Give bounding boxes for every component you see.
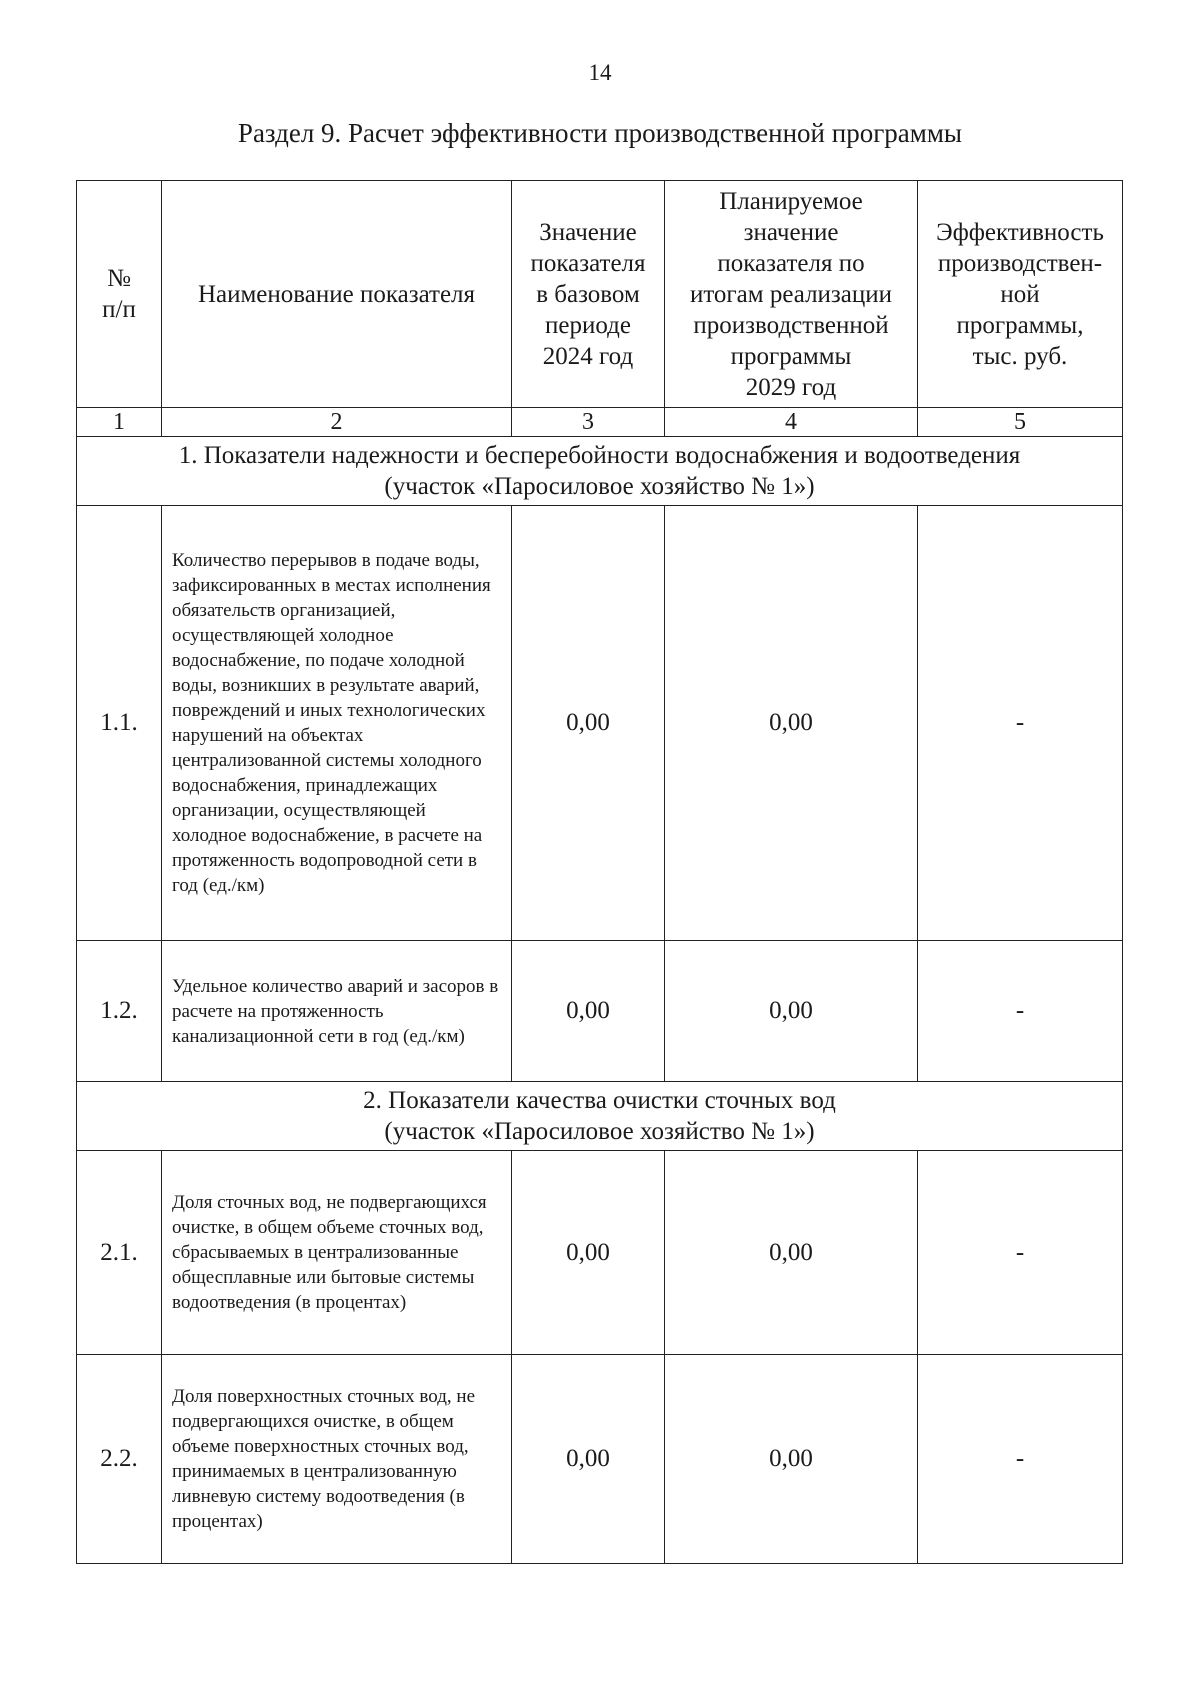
efficiency-value: - [918,1355,1123,1564]
header-cell [162,181,512,408]
table-row [77,1355,1123,1564]
header-row [77,181,1123,408]
header-text: Наименование показателя [197,280,476,308]
efficiency-value: - [918,1151,1123,1355]
section-heading-row [77,1082,1123,1151]
base-value: 0,00 [512,1355,665,1564]
column-number: 2 [162,408,512,437]
column-number: 1 [77,408,162,437]
planned-value: 0,00 [665,1151,918,1355]
base-value: 0,00 [512,506,665,941]
header-cell [918,181,1123,408]
page-number: 14 [588,60,612,85]
header-text: Эффективность производствен- ной программы, тыс. руб. [936,218,1104,370]
table-row [77,941,1123,1082]
column-number: 4 [665,408,918,437]
base-value: 0,00 [512,941,665,1082]
efficiency-value: - [918,941,1123,1082]
header-cell [665,181,918,408]
efficiency-table [76,180,1123,1564]
section-title: Раздел 9. Расчет эффективности производственной программы [237,118,963,148]
section-heading-line: (участок «Паросиловое хозяйство № 1») [384,473,815,500]
column-number: 5 [918,408,1123,437]
row-index: 2.1. [77,1151,162,1355]
planned-value: 0,00 [665,941,918,1082]
section-heading [77,437,1123,506]
row-index: 1.1. [77,506,162,941]
indicator-name: Количество перерывов в подаче воды, зафиксированных в местах исполнения обязательств организацией, осуществляющей холодное водоснабжение, по подаче холодной воды, возникших в результате аварий, повреждений и иных технологических нарушений на объектах централизованной системы холодного водоснабжения, принадлежащих организации, осуществляющей холодное водоснабжение, в расчете на протяженность водопроводной сети в год (ед./км) [162,506,512,941]
header-text: Значение показателя в базовом периоде 2024 год [530,218,646,370]
header-cell [77,181,162,408]
row-index: 1.2. [77,941,162,1082]
column-number: 3 [512,408,665,437]
header-text: Планируемое значение показателя по итогам реализации производственной программы 2029 год [689,187,893,401]
table-row [77,506,1123,941]
planned-value: 0,00 [665,506,918,941]
efficiency-value: - [918,506,1123,941]
indicator-name: Доля сточных вод, не подвергающихся очистке, в общем объеме сточных вод, сбрасываемых в централизованные общесплавные или бытовые системы водоотведения (в процентах) [162,1151,512,1355]
column-number-row [77,408,1123,437]
header-text: № п/п [102,265,136,323]
header-cell [512,181,665,408]
indicator-name: Доля поверхностных сточных вод, не подвергающихся очистке, в общем объеме поверхностных сточных вод, принимаемых в централизованную ливневую систему водоотведения (в процентах) [162,1355,512,1564]
section-heading-line: (участок «Паросиловое хозяйство № 1») [384,1118,815,1145]
section-heading [77,1082,1123,1151]
table-row [77,1151,1123,1355]
indicator-name: Удельное количество аварий и засоров в расчете на протяженность канализационной сети в год (ед./км) [162,941,512,1082]
base-value: 0,00 [512,1151,665,1355]
section-heading-row [77,437,1123,506]
section-heading-line: 2. Показатели качества очистки сточных вод [363,1087,836,1114]
section-heading-line: 1. Показатели надежности и бесперебойности водоснабжения и водоотведения [178,442,1021,469]
row-index: 2.2. [77,1355,162,1564]
planned-value: 0,00 [665,1355,918,1564]
